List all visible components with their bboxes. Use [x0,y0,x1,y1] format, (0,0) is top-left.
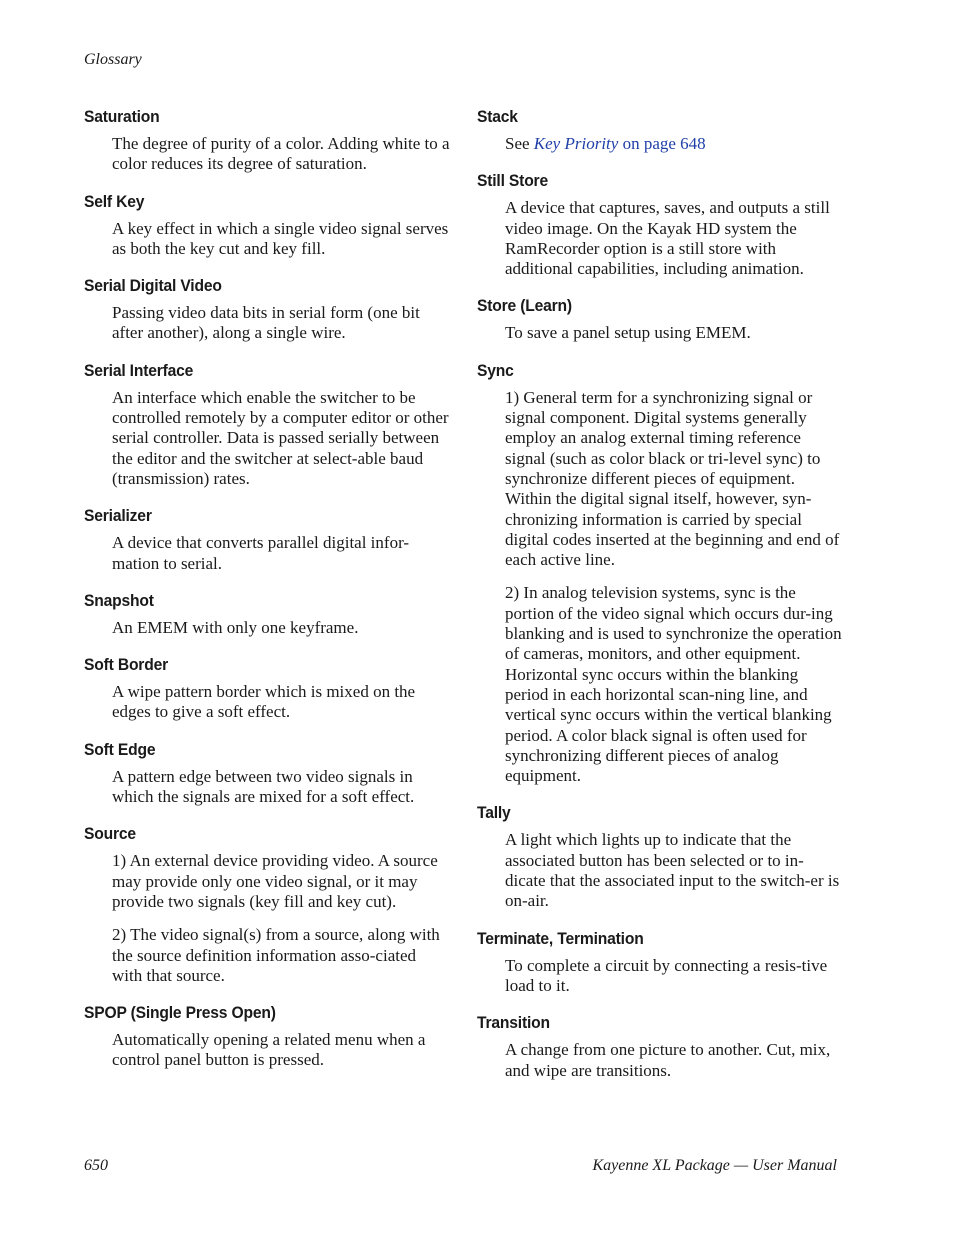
link-page-ref: on page 648 [618,134,706,153]
glossary-term: Serializer [84,506,152,526]
glossary-entry [84,106,450,175]
glossary-entry [477,170,843,279]
glossary-term: Still Store [477,171,548,191]
glossary-entry [84,654,450,723]
see-prefix: See [505,134,534,153]
glossary-definition: 2) In analog television systems, sync is the portion of the video signal which occurs dur-ing blanking and is used to synchronize the operation of cameras, monitors, and other equipment. Horizontal sync occurs within the blanking period in each horizontal scan-ning line, and vertical sync occurs within the vertical blanking period. A color black signal is often used for synchronizing different pieces of analog equipment. [505,583,842,786]
glossary-entry [84,1002,450,1071]
glossary-term: Terminate, Termination [477,928,644,948]
glossary-term: Saturation [84,107,160,126]
glossary-term: Sync [477,360,514,380]
glossary-definition: A wipe pattern border which is mixed on the edges to give a soft effect. [112,682,416,722]
glossary-entry [84,739,450,808]
glossary-right-column [477,106,843,1097]
glossary-entry [84,275,450,344]
glossary-term: SPOP (Single Press Open) [84,1003,276,1023]
glossary-definition: 1) General term for a synchronizing signal or signal component. Digital systems generally employ an analog external timing reference signal (such as color black or tri-level sync) to synchronize different pieces of equipment. Within the digital signal itself, however, syn-chronizing information is carried by special digital codes inserted at the beginning and end of each active line. [505,387,840,570]
glossary-entry [477,360,843,787]
glossary-entry [84,360,450,489]
glossary-entry [84,191,450,260]
glossary-term: Self Key [84,191,145,211]
glossary-definition: An interface which enable the switcher to be controlled remotely by a computer editor or other serial controller. Data is passed serially between the editor and the switcher at select-able baud (transmission) rates. [112,387,449,488]
glossary-definition [505,134,843,154]
glossary-entry [477,106,843,154]
glossary-term: Tally [477,803,511,823]
glossary-term: Soft Edge [84,739,156,759]
glossary-entry [477,802,843,911]
glossary-definition: A device that captures, saves, and outputs a still video image. On the Kayak HD system the RamRecorder option is a still store with additional capabilities, including animation. [505,198,830,279]
document-title: Kayenne XL Package — User Manual [592,1157,837,1174]
glossary-term: Serial Digital Video [84,276,222,296]
glossary-definition: To complete a circuit by connecting a resis-tive load to it. [505,955,828,995]
running-header: Glossary [84,51,142,68]
glossary-definition: Passing video data bits in serial form (one bit after another), along a single wire. [112,303,420,343]
glossary-term: Stack [477,107,518,126]
glossary-left-column [84,106,450,1087]
glossary-term: Store (Learn) [477,296,572,316]
glossary-term: Transition [477,1013,550,1033]
glossary-entry [477,295,843,343]
glossary-definition: Automatically opening a related menu when a control panel button is pressed. [112,1030,426,1070]
link-term: Key Priority [533,134,619,153]
glossary-entry [84,823,450,986]
glossary-definition: A key effect in which a single video signal serves as both the key cut and key fill. [112,218,449,258]
glossary-definition: 1) An external device providing video. A source may provide only one video signal, or it may provide two signals (key fill and key cut). [112,851,438,911]
glossary-term: Soft Border [84,655,169,675]
glossary-definition: A light which lights up to indicate that the associated button has been selected or to in-dicate that the associated input to the switch-er is on-air. [505,830,840,911]
page-number: 650 [84,1157,108,1174]
glossary-entry [84,505,450,574]
glossary-definition: To save a panel setup using EMEM. [505,323,751,343]
glossary-entry [477,928,843,997]
glossary-definition: 2) The video signal(s) from a source, along with the source definition information asso-ciated with that source. [112,925,440,985]
glossary-term: Source [84,824,136,844]
glossary-definition: A device that converts parallel digital infor-mation to serial. [112,533,410,573]
glossary-definition: An EMEM with only one keyframe. [112,617,359,637]
glossary-definition: A change from one picture to another. Cut, mix, and wipe are transitions. [505,1040,831,1080]
glossary-term: Snapshot [84,590,154,610]
cross-reference-link[interactable] [534,134,706,153]
glossary-definition: A pattern edge between two video signals in which the signals are mixed for a soft effect. [112,766,415,807]
glossary-term: Serial Interface [84,360,194,380]
glossary-entry [477,1012,843,1081]
glossary-entry [84,590,450,638]
glossary-definition: The degree of purity of a color. Adding white to a color reduces its degree of saturation. [112,134,450,174]
